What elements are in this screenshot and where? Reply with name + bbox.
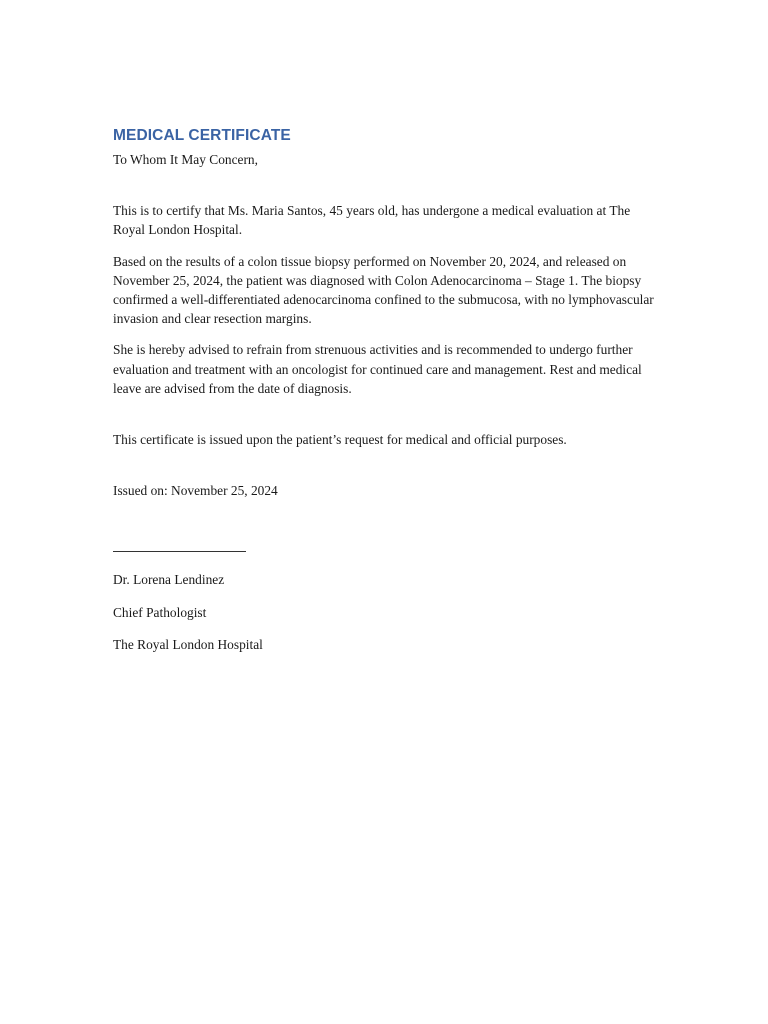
paragraph-purpose: This certificate is issued upon the patient’s request for medical and official purposes. <box>113 432 567 448</box>
signature-line <box>113 551 246 552</box>
paragraph-certification: This is to certify that Ms. Maria Santos, 45 years old, has undergone a medical evaluation at The Royal London Hospital. <box>113 203 631 238</box>
signatory-name: Dr. Lorena Lendinez <box>113 572 225 588</box>
paragraph-diagnosis: Based on the results of a colon tissue biopsy performed on November 20, 2024, and released on November 25, 2024, the patient was diagnosed with Colon Adenocarcinoma – Stage 1. The biopsy confirmed a well-differentiated adenocarcinoma confined to the submucosa, with no lymphovascular invasion and clear resection margins. <box>113 253 654 327</box>
issued-date: Issued on: November 25, 2024 <box>113 483 278 499</box>
salutation: To Whom It May Concern, <box>113 152 258 167</box>
certificate-page <box>113 126 658 654</box>
document-title: MEDICAL CERTIFICATE <box>113 127 291 144</box>
signatory-title: Chief Pathologist <box>113 604 207 620</box>
signatory-organization: The Royal London Hospital <box>113 636 263 652</box>
paragraph-advice: She is hereby advised to refrain from strenuous activities and is recommended to undergo further evaluation and treatment with an oncologist for continued care and management. Rest and medical leave are advised from the date of diagnosis. <box>113 342 642 396</box>
